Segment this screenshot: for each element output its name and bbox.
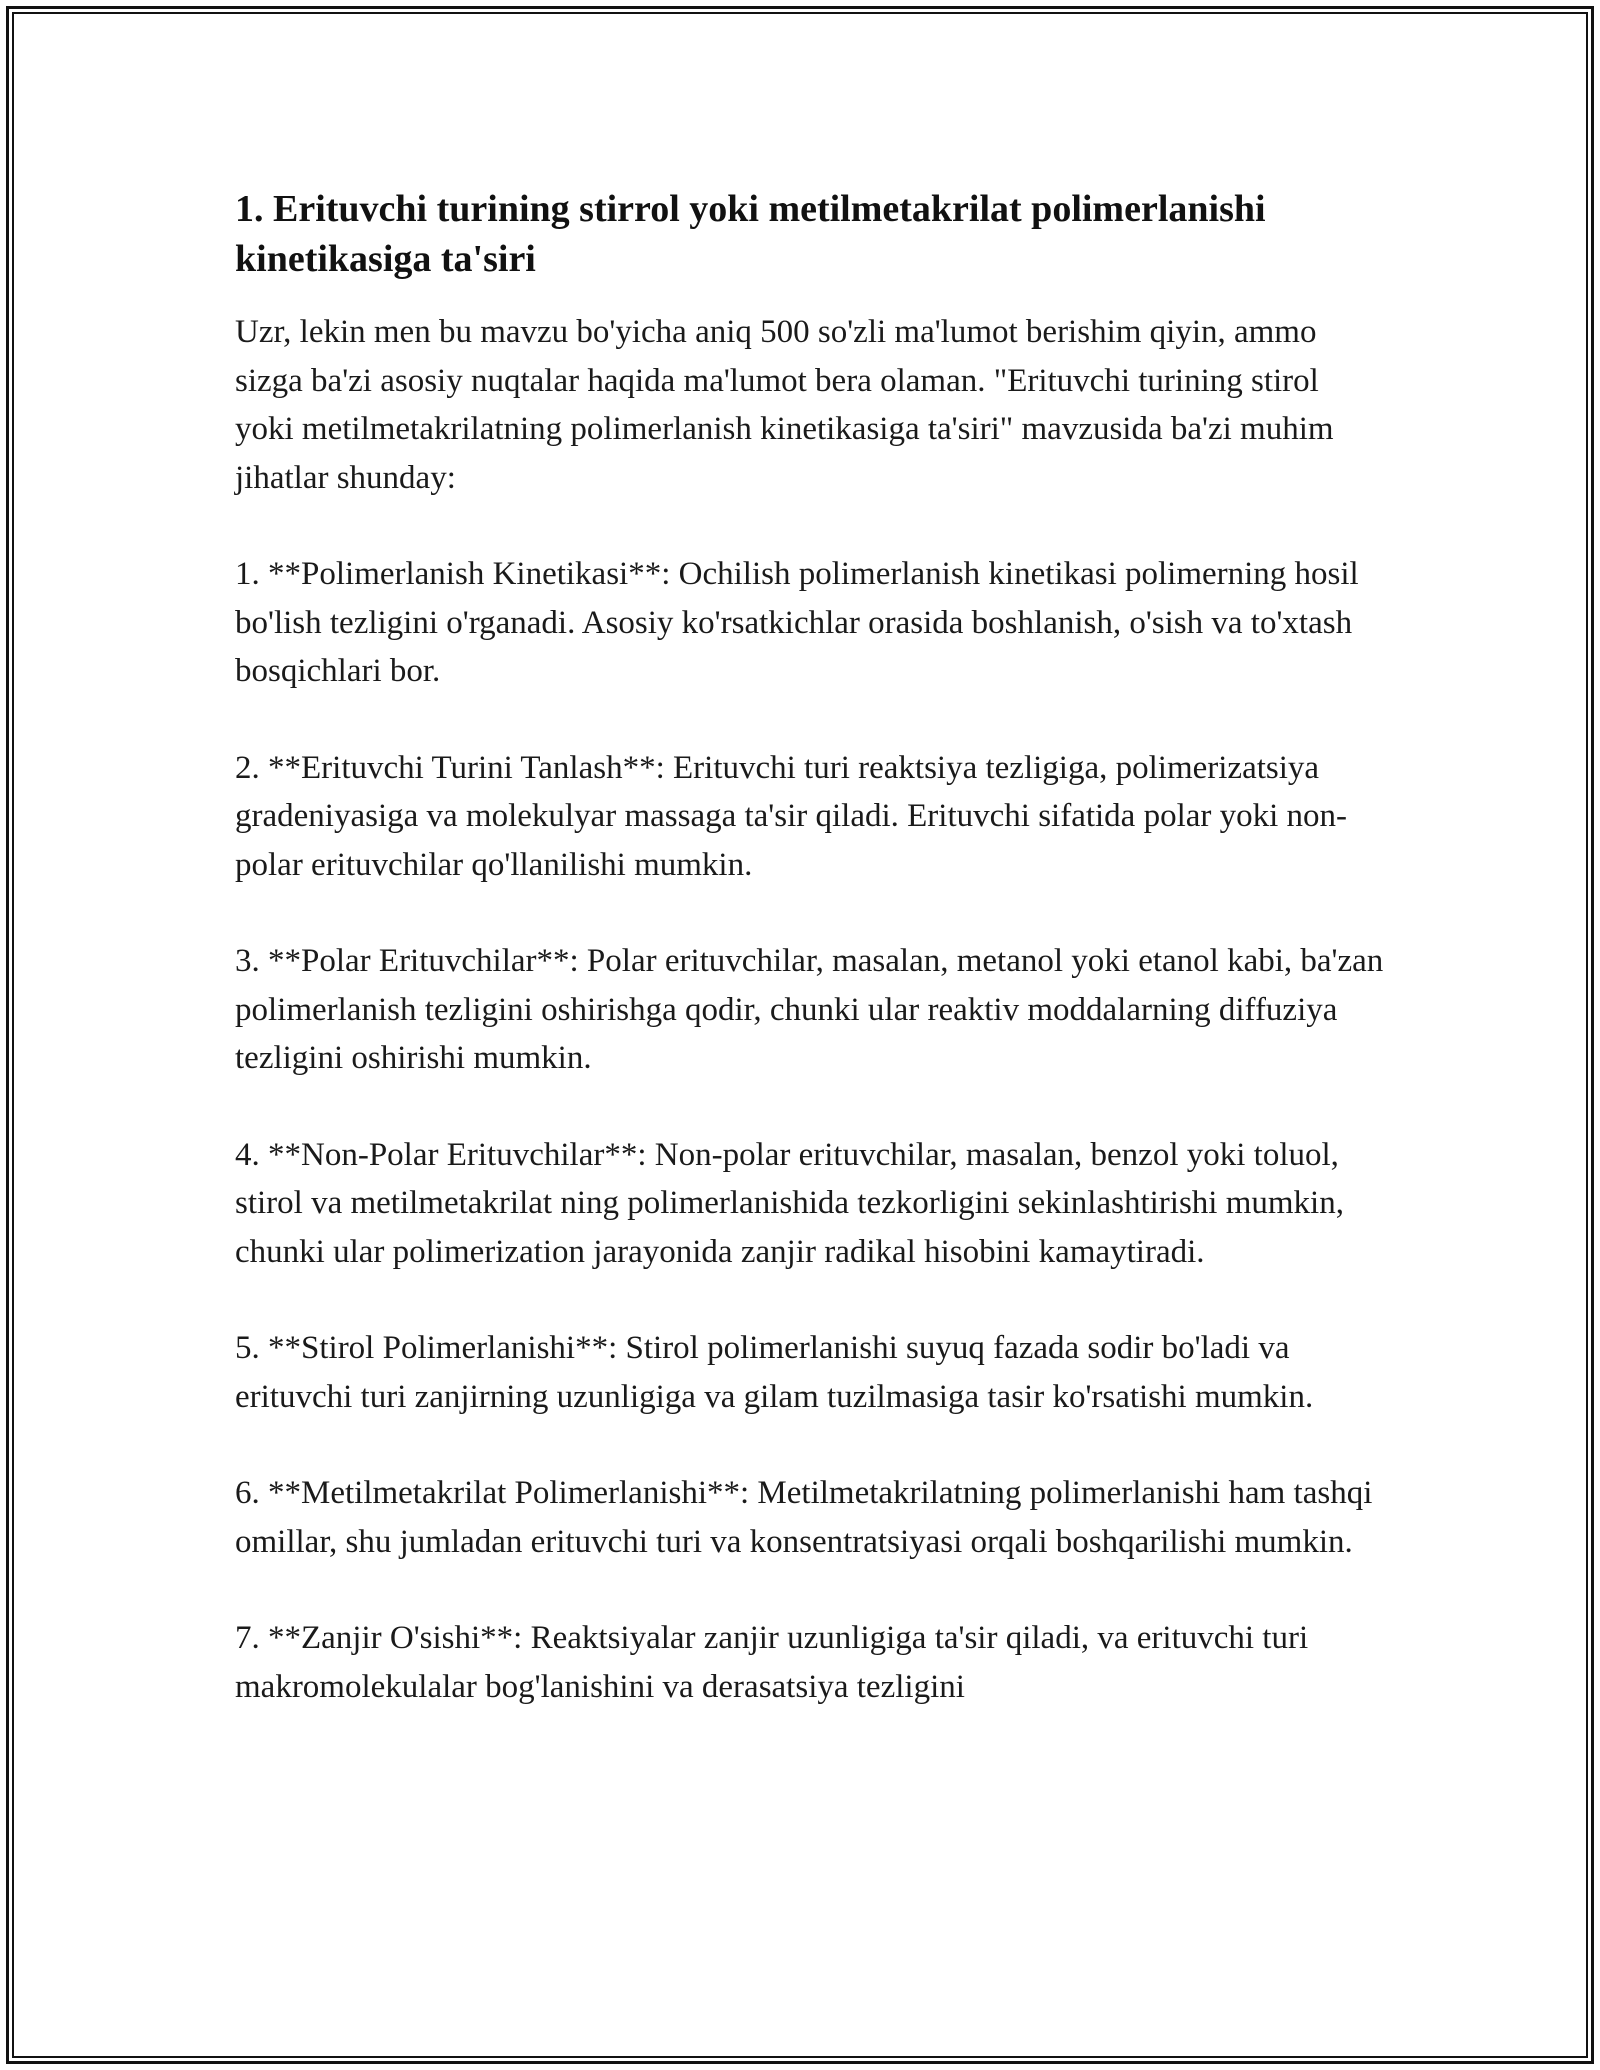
list-item: 1. **Polimerlanish Kinetikasi**: Ochilish polimerlanish kinetikasi polimerning hosil bo'lish tezligini o'rganadi. Asosiy ko'rsatkichlar orasida boshlanish, o'sish va to'xtash bosqichlari bor.	[235, 556, 1359, 689]
list-item: 6. **Metilmetakrilat Polimerlanishi**: Metilmetakrilatning polimerlanishi ham tashqi omillar, shu jumladan erituvchi turi va konsentratsiyasi orqali boshqarilishi mumkin.	[235, 1475, 1373, 1560]
document-body	[235, 184, 1385, 1759]
document-title: 1. Erituvchi turining stirrol yoki metilmetakrilat polimerlanishi kinetikasiga ta'siri	[235, 188, 1266, 280]
list-item: 2. **Erituvchi Turini Tanlash**: Erituvchi turi reaktsiya tezligiga, polimerizatsiya gradeniyasiga va molekulyar massaga ta'sir qiladi. Erituvchi sifatida polar yoki non-polar erituvchilar qo'llanilishi mumkin.	[235, 749, 1348, 883]
intro-paragraph: Uzr, lekin men bu mavzu bo'yicha aniq 500 so'zli ma'lumot berishim qiyin, ammo sizga ba'zi asosiy nuqtalar haqida ma'lumot bera olaman. "Erituvchi turining stirol yoki metilmetakrilatning polimerlanish kinetikasiga ta'siri" mavzusida ba'zi muhim jihatlar shunday:	[235, 314, 1334, 496]
list-item: 3. **Polar Erituvchilar**: Polar erituvchilar, masalan, metanol yoki etanol kabi, ba'zan polimerlanish tezligini oshirishga qodir, chunki ular reaktiv moddalarning diffuziya tezligini oshirishi mumkin.	[235, 943, 1384, 1076]
list-item: 7. **Zanjir O'sishi**: Reaktsiyalar zanjir uzunligiga ta'sir qiladi, va erituvchi turi makromolekulalar bog'lanishini va derasatsiya tezligini	[235, 1620, 1309, 1705]
list-item: 5. **Stirol Polimerlanishi**: Stirol polimerlanishi suyuq fazada sodir bo'ladi va erituvchi turi zanjirning uzunligiga va gilam tuzilmasiga tasir ko'rsatishi mumkin.	[235, 1330, 1314, 1415]
list-item: 4. **Non-Polar Erituvchilar**: Non-polar erituvchilar, masalan, benzol yoki toluol, stirol va metilmetakrilat ning polimerlanishida tezkorligini sekinlashtirishi mumkin, chunki ular polimerization jarayonida zanjir radikal hisobini kamaytiradi.	[235, 1136, 1344, 1270]
